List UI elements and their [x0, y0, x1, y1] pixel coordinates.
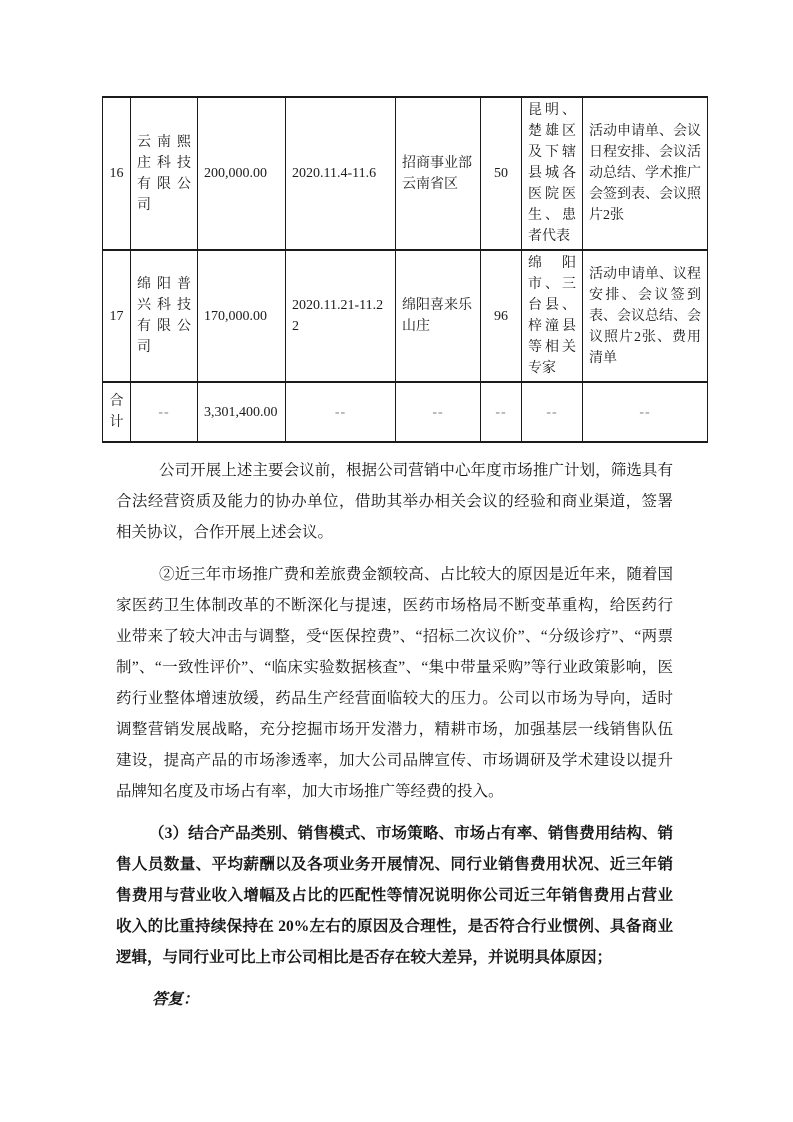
cell-attendee-count: 50	[481, 97, 522, 250]
cell-documents: 活动申请单、议程安排、会议签到表、会议总结、会议照片2张、费用清单	[583, 250, 708, 382]
cell-company-name: 云南熙庄科技有限公司	[131, 97, 198, 250]
cell-company-name: 绵阳普兴科技有限公司	[131, 250, 198, 382]
cell-venue: 招商事业部云南省区	[396, 97, 481, 250]
cell-attendee-count: 96	[481, 250, 522, 382]
table-row	[103, 250, 708, 382]
cell-row-number: 17	[103, 250, 131, 382]
paragraph-question-3: （3）结合产品类别、销售模式、市场策略、市场占有率、销售费用结构、销售人员数量、平均薪酬以及各项业务开展情况、同行业销售费用状况、近三年销售费用与营业收入增幅及占比的匹配性等情况说明你公司近三年销售费用占营业收入的比重持续保持在 20%左右的原因及合理性，是否符合行业惯例、具备商业逻辑，与同行业可比上市公司相比是否存在较大差异，并说明具体原因；	[116, 825, 673, 966]
cell-participants: 绵阳市、三台县、梓潼县等相关专家	[522, 250, 583, 382]
table-row	[103, 97, 708, 250]
meeting-expense-table	[102, 96, 708, 443]
cell-dash: --	[522, 382, 583, 442]
cell-venue: 绵阳喜来乐山庄	[396, 250, 481, 382]
body-text	[116, 455, 673, 1015]
cell-date-range: 2020.11.4-11.6	[286, 97, 396, 250]
reply-label: 答复：	[152, 991, 199, 1008]
cell-row-number: 16	[103, 97, 131, 250]
cell-dash: --	[583, 382, 708, 442]
cell-participants: 昆明、楚雄区及下辖县城各医院医生、患者代表	[522, 97, 583, 250]
cell-documents: 活动申请单、会议日程安排、会议活动总结、学术推广会签到表、会议照片2张	[583, 97, 708, 250]
cell-date-range: 2020.11.21-11.22	[286, 250, 396, 382]
table-total-row	[103, 382, 708, 442]
cell-dash: --	[131, 382, 198, 442]
cell-amount: 170,000.00	[198, 250, 286, 382]
cell-dash: --	[481, 382, 522, 442]
paragraph-expense-explanation: ②近三年市场推广费和差旅费金额较高、占比较大的原因是近年来，随着国家医药卫生体制改革的不断深化与提速，医药市场格局不断变革重构，给医药行业带来了较大冲击与调整，受“医保控费”、“招标二次议价”、“分级诊疗”、“两票制”、“一致性评价”、“临床实验数据核查”、“集中带量采购”等行业政策影响，医药行业整体增速放缓，药品生产经营面临较大的压力。公司以市场为导向，适时调整营销发展战略，充分挖掘市场开发潜力，精耕市场，加强基层一线销售队伍建设，提高产品的市场渗透率，加大公司品牌宣传、市场调研及学术建设以提升品牌知名度及市场占有率，加大市场推广等经费的投入。	[116, 566, 673, 800]
cell-dash: --	[286, 382, 396, 442]
paragraph-meeting-preparation: 公司开展上述主要会议前，根据公司营销中心年度市场推广计划，筛选具有合法经营资质及能力的协办单位，借助其举办相关会议的经验和商业渠道，签署相关协议，合作开展上述会议。	[116, 462, 673, 541]
cell-amount: 200,000.00	[198, 97, 286, 250]
cell-total-amount: 3,301,400.00	[198, 382, 286, 442]
cell-dash: --	[396, 382, 481, 442]
cell-total-label: 合计	[103, 382, 131, 442]
